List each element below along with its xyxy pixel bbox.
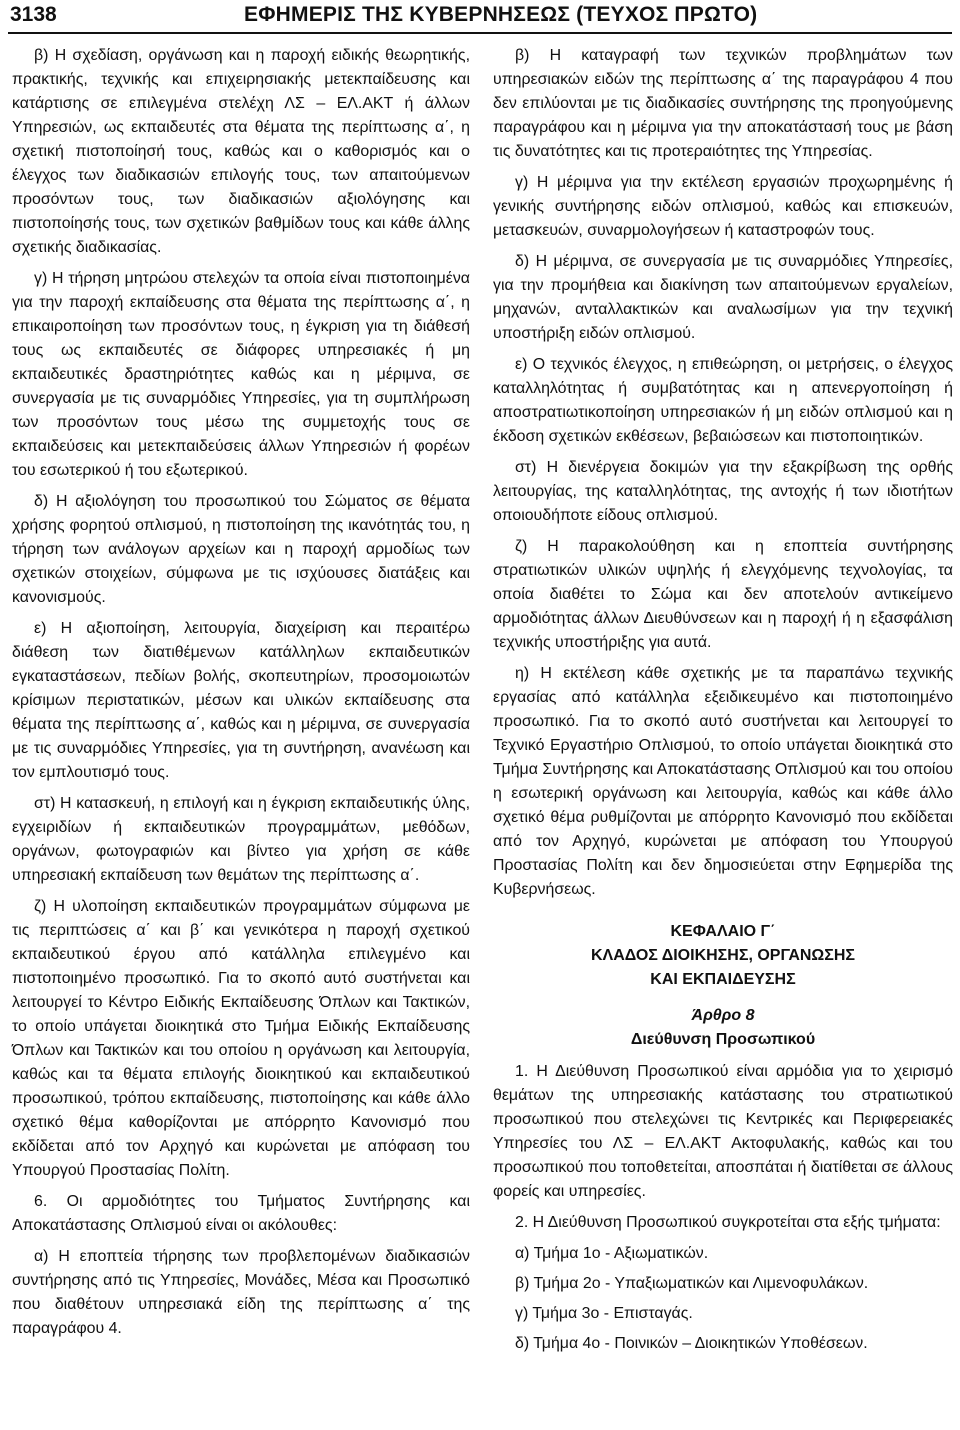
paragraph-6a: α) Η εποπτεία τήρησης των προβλεπομένων διαδικασιών συντήρησης από τις Υπηρεσίες, Μονάδες, Μέσα και Προσωπικό που διαθέτουν υπηρεσιακά είδη της περίπτωσης α΄ της παραγράφου 4. [12,1248,470,1337]
paragraph-st: στ) Η κατασκευή, η επιλογή και η έγκριση εκπαιδευτικής ύλης, εγχειριδίων ή εκπαιδευτικών προγραμμάτων, μεθόδων, οργάνων, φωτογραφιών και βίντεο για χρήση σε κάθε υπηρεσιακή εκπαίδευση των θεμάτων της περίπτωσης α΄. [12,795,470,884]
article-title: Διεύθυνση Προσωπικού [630,1031,816,1048]
article-number: Άρθρο 8 [691,1007,755,1024]
paragraph-6c: γ) Η μέριμνα για την εκτέλεση εργασιών προχωρημένης ή γενικής συντήρησης ειδών οπλισμού, καθώς και επισκευών, μετασκευών, συναρμολογήσεων ή καταστροφών τους. [493,174,953,239]
chapter-heading [493,920,953,992]
paragraph-z: ζ) Η υλοποίηση εκπαιδευτικών προγραμμάτων σύμφωνα με τις περιπτώσεις α΄ και β΄ και γενικότερα η παροχή σχετικού εκπαιδευτικού έργου από κατάλληλα επιλεγμένο και πιστοποιημένο προσωπικό. Για το σκοπό αυτό συστήνεται και λειτουργεί το Κέντρο Ειδικής Εκπαίδευσης Όπλων και Τακτικών, το οποίο υπάγεται διοικητικά στο Τμήμα Ειδικής Εκπαίδευσης Όπλων και Τακτικών και του οποίου η οργάνωση και λειτουργία, καθώς και τα θέματα επιλογής διοικητικού και εκπαιδευτικού προσωπικού, τρόπου εκπαίδευσης, πιστοποίησης και κάθε άλλο σχετικό θέμα καθορίζονται με απόρρητο Κανονισμό που εκδίδεται από τον Αρχηγό και κυρώνεται με απόφαση του Υπουργού Προστασίας Πολίτη. [12,898,470,1179]
article-paragraph-2: 2. Η Διεύθυνση Προσωπικού συγκροτείται στα εξής τμήματα: [515,1214,941,1231]
department-item: δ) Τμήμα 4ο - Ποινικών – Διοικητικών Υποθέσεων. [515,1335,868,1352]
paragraph-6: 6. Οι αρμοδιότητες του Τμήματος Συντήρησης και Αποκατάστασης Οπλισμού είναι οι ακόλουθες: [12,1193,470,1234]
paragraph-6z: ζ) Η παρακολούθηση και η εποπτεία συντήρησης στρατιωτικών υλικών υψηλής ή ελεγχόμενης τεχνολογίας, τα οποία διαθέτει το Σώμα και δεν αποτελούν αντικείμενο αρμοδιότητας άλλων Διευθύνσεων και η παροχή ή η εξασφάλιση τεχνικής υποστήριξης για αυτά. [493,538,953,651]
department-item: γ) Τμήμα 3ο - Επισταγάς. [515,1305,693,1322]
paragraph-6st: στ) Η διενέργεια δοκιμών για την εξακρίβωση της ορθής λειτουργίας, της καταλληλότητας, της αντοχής ή των ιδιοτήτων οποιουδήποτε είδους οπλισμού. [493,459,953,524]
paragraph-d: δ) Η αξιολόγηση του προσωπικού του Σώματος σε θέματα χρήσης φορητού οπλισμού, η πιστοποίηση της ικανότητάς του, η τήρηση των ανάλογων αρχείων και η παροχή αρμοδίως των σχετικών στοιχείων, σύμφωνα με τις ισχύουσες διατάξεις και κανονισμούς. [12,493,470,606]
paragraph-6e: ε) Ο τεχνικός έλεγχος, η επιθεώρηση, οι μετρήσεις, ο έλεγχος καταλληλότητας ή συμβατότητας και η απενεργοποίηση ή αποστρατιωτικοποίηση υπηρεσιακών ή μη ειδών οπλισμού και η έκδοση σχετικών εκθέσεων, βεβαιώσεων και πιστοποιητικών. [493,356,953,445]
paragraph-6b: β) Η καταγραφή των τεχνικών προβλημάτων των υπηρεσιακών ειδών της περίπτωσης α΄ της παραγράφου 4 που δεν επιλύονται με τις διαδικασίες συντήρησης της προηγούμενης παραγράφου και η μέριμνα για την αποκατάστασή τους με βάση τις δυνατότητες και τις προτεραιότητες της Υπηρεσίας. [493,47,953,160]
article-paragraph-1: 1. Η Διεύθυνση Προσωπικού είναι αρμόδια για το χειρισμό θεμάτων της υπηρεσιακής κατάστασης του στρατιωτικού προσωπικού που στελεχώνει τις Κεντρικές και Περιφερειακές Υπηρεσίες του ΛΣ – ΕΛ.ΑΚΤ Ακτοφυλακής, καθώς και του προσωπικού που τοποθετείται, αποσπάται ή διατίθεται σε άλλους φορείς και υπηρεσίες. [493,1063,953,1200]
paragraph-6h: η) Η εκτέλεση κάθε σχετικής με τα παραπάνω τεχνικής εργασίας από κατάλληλα εξειδικευμένο και πιστοποιημένο προσωπικό. Για το σκοπό αυτό συστήνεται και λειτουργεί το Τεχνικό Εργαστήριο Οπλισμού, το οποίο υπάγεται διοικητικά στο Τμήμα Συντήρησης και Αποκατάστασης Οπλισμού και του οποίου η εσωτερική οργάνωση και λειτουργία, καθώς και κάθε άλλο σχετικό θέμα ρυθμίζονται με απόρρητο Κανονισμό που εκδίδεται από τον Αρχηγό, κυρώνεται με απόφαση του Υπουργού Προστασίας Πολίτη και δεν δημοσιεύεται στην Εφημερίδα της Κυβερνήσεως. [493,665,953,898]
paragraph-e: ε) Η αξιοποίηση, λειτουργία, διαχείριση και περαιτέρω διάθεση των διατιθέμενων κατάλληλων εκπαιδευτικών εγκαταστάσεων, πεδίων βολής, σκοπευτηρίων, προσομοιωτών κρίσιμων περιστατικών, μέσων και υλικών εκπαίδευσης στα θέματα της περίπτωσης α΄, καθώς και η μέριμνα, σε συνεργασία με τις συναρμόδιες Υπηρεσίες, για τη συντήρηση, ανανέωση και τον εμπλουτισμό τους. [12,620,470,781]
department-item: β) Τμήμα 2ο - Υπαξιωματικών και Λιμενοφυλάκων. [515,1275,869,1292]
left-column [12,44,470,1348]
department-item: α) Τμήμα 1ο - Αξιωματικών. [515,1245,709,1262]
paragraph-6d: δ) Η μέριμνα, σε συνεργασία με τις συναρμόδιες Υπηρεσίες, για την προμήθεια και διακίνηση των απαιτούμενων εργαλείων, μηχανών, ανταλλακτικών και αναλωσίμων για την τεχνική υποστήριξη ειδών οπλισμού. [493,253,953,342]
chapter-title: ΚΕΦΑΛΑΙΟ Γ΄ [670,923,776,940]
page-header [8,0,952,34]
right-column [493,44,953,1362]
chapter-subtitle-line1: ΚΛΑΔΟΣ ΔΙΟΙΚΗΣΗΣ, ΟΡΓΑΝΩΣΗΣ [590,947,856,964]
page-number: 3138 [10,3,57,26]
running-title: ΕΦΗΜΕΡΙΣ ΤΗΣ ΚΥΒΕΡΝΗΣΕΩΣ (ΤΕΥΧΟΣ ΠΡΩΤΟ) [244,3,758,26]
paragraph-b: β) Η σχεδίαση, οργάνωση και η παροχή ειδικής θεωρητικής, πρακτικής, τεχνικής και επιχειρησιακής μετεκπαίδευσης και κατάρτισης σε επιλεγμένα στελέχη ΛΣ – ΕΛ.ΑΚΤ ή άλλων Υπηρεσιών, ως εκπαιδευτές στα θέματα της περίπτωσης α΄, η σχετική πιστοποίησή τους, καθώς και ο καθορισμός και ο έλεγχος των διαδικασιών επιλογής τους, των απαιτούμενων προσόντων τους, των διαδικασιών αξιολόγησης και πιστοποίησής τους, των σχετικών βαθμίδων τους και κάθε άλλης σχετικής διαδικασίας. [12,47,470,256]
paragraph-c: γ) Η τήρηση μητρώου στελεχών τα οποία είναι πιστοποιημένα για την παροχή εκπαίδευσης στα θέματα της περίπτωσης α΄, η επικαιροποίηση των προσόντων τους, η έγκριση για τη διάθεσή τους ως εκπαιδευτές σε διάφορες υπηρεσιακές ή μη εκπαιδευτικές δραστηριότητες καθώς και η μέριμνα, σε συνεργασία με τις συναρμόδιες Υπηρεσίες, για τη συμπλήρωση των προσόντων τους μέσω της συμμετοχής τους σε εκπαιδεύσεις και μετεκπαιδεύσεις άλλων Υπηρεσιών ή φορέων του εσωτερικού ή του εξωτερικού. [12,270,470,479]
chapter-subtitle-line2: ΚΑΙ ΕΚΠΑΙΔΕΥΣΗΣ [650,971,796,988]
article-heading [493,1004,953,1052]
